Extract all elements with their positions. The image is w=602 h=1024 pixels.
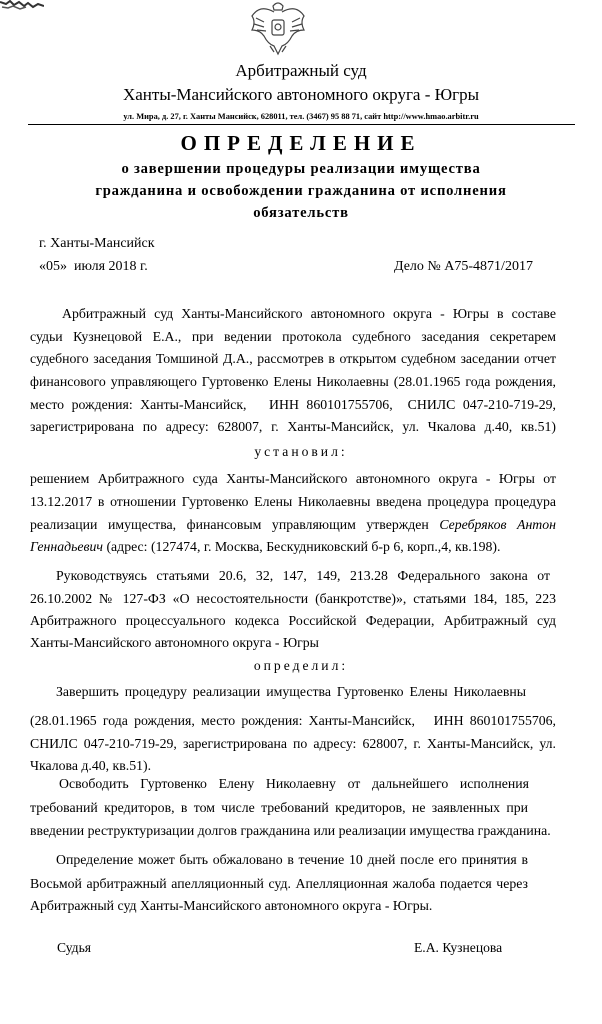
court-name-line2: Ханты-Мансийского автономного округа - Югры (122, 85, 480, 104)
case-number: Дело № А75-4871/2017 (394, 259, 533, 274)
intro-line: судебного заседания Томшиной Д.А., рассмотрев в открытом судебном заседании отчет (30, 351, 556, 366)
established-line (30, 516, 556, 534)
ruling-line: Завершить процедуру реализации имущества Гуртовенко Елены Николаевны (56, 684, 526, 699)
intro-line: Арбитражный суд Ханты-Мансийского автономного округа - Югры в составе (62, 306, 556, 321)
established-label: установил: (254, 444, 348, 459)
scan-noise-mark (0, 0, 44, 10)
guided-line: 26.10.2002 № 127-ФЗ «О несостоятельности (банкротстве)», статьями 184, 185, 223 (30, 591, 556, 606)
guided-line: Ханты-Мансийского автономного округа - Югры (30, 635, 319, 650)
determined-label: определил: (253, 658, 349, 673)
decision-date: «05» июля 2018 г. (39, 259, 148, 274)
established-line: решением Арбитражного суда Ханты-Мансийского автономного округа - Югры от (30, 471, 556, 486)
guided-line: Руководствуясь статьями 20.6, 32, 147, 149, 213.28 Федерального закона от (56, 568, 550, 583)
subtitle-line: гражданина и освобождении гражданина от исполнения (95, 183, 507, 199)
ruling-line: Чкалова д.40, кв.51). (30, 758, 152, 773)
established-text: реализации имущества, финансовым управляющим утвержден (30, 517, 429, 532)
release-line: введении реструктуризации долгов гражданина или реализации имущества гражданина. (30, 823, 551, 838)
established-line: 13.12.2017 в отношении Гуртовенко Елены Николаевны введена процедура процедура (30, 494, 556, 509)
manager-name-part: Серебряков Антон (439, 517, 556, 532)
release-line: требований кредиторов, в том числе требований кредиторов, не заявленных при (30, 800, 528, 815)
subtitle-line: о завершении процедуры реализации имущества (121, 161, 481, 177)
coat-of-arms-icon (246, 0, 310, 58)
ruling-line: СНИЛС 047-210-719-29, зарегистрирована по адресу: 628007, г. Ханты-Мансийск, ул. (30, 736, 556, 751)
court-name-line1: Арбитражный суд (235, 61, 367, 80)
intro-line: место рождения: Ханты-Мансийск, ИНН 860101755706, СНИЛС 047-210-719-29, (30, 397, 556, 412)
judge-name: Е.А. Кузнецова (414, 940, 503, 955)
subtitle-line: обязательств (253, 205, 349, 221)
manager-name-part: Геннадьевич (30, 539, 103, 554)
city: г. Ханты-Мансийск (39, 236, 155, 251)
document-title: ОПРЕДЕЛЕНИЕ (180, 131, 422, 155)
intro-line: зарегистрирована по адресу: 628007, г. Ханты-Мансийск, ул. Чкалова д.40, кв.51) (30, 419, 556, 434)
judge-role: Судья (57, 940, 92, 955)
release-line: Освободить Гуртовенко Елену Николаевну от дальнейшего исполнения (59, 776, 529, 791)
guided-line: Арбитражного процессуального кодекса Российской Федерации, Арбитражный суд (30, 613, 556, 628)
appeal-line: Арбитражный суд Ханты-Мансийского автономного округа - Югры. (30, 898, 433, 913)
manager-address: (адрес: (127474, г. Москва, Бескудниковский б-р 6, корп.,4, кв.198). (106, 539, 501, 554)
intro-line: судьи Кузнецовой Е.А., при ведении протокола судебного заседания секретарем (30, 329, 556, 344)
appeal-line: Определение может быть обжаловано в течение 10 дней после его принятия в (56, 852, 528, 867)
established-line (30, 538, 556, 556)
court-address: ул. Мира, д. 27, г. Ханты Мансийск, 628011, тел. (3467) 95 88 71, сайт http://www.hmao.arbitr.ru (123, 112, 479, 121)
header-divider (28, 124, 575, 125)
ruling-line: (28.01.1965 года рождения, место рождения: Ханты-Мансийск, ИНН 860101755706, (30, 713, 556, 728)
intro-line: финансового управляющего Гуртовенко Елены Николаевны (28.01.1965 года рождения, (30, 374, 556, 389)
appeal-line: Восьмой арбитражный апелляционный суд. Апелляционная жалоба подается через (30, 876, 528, 891)
